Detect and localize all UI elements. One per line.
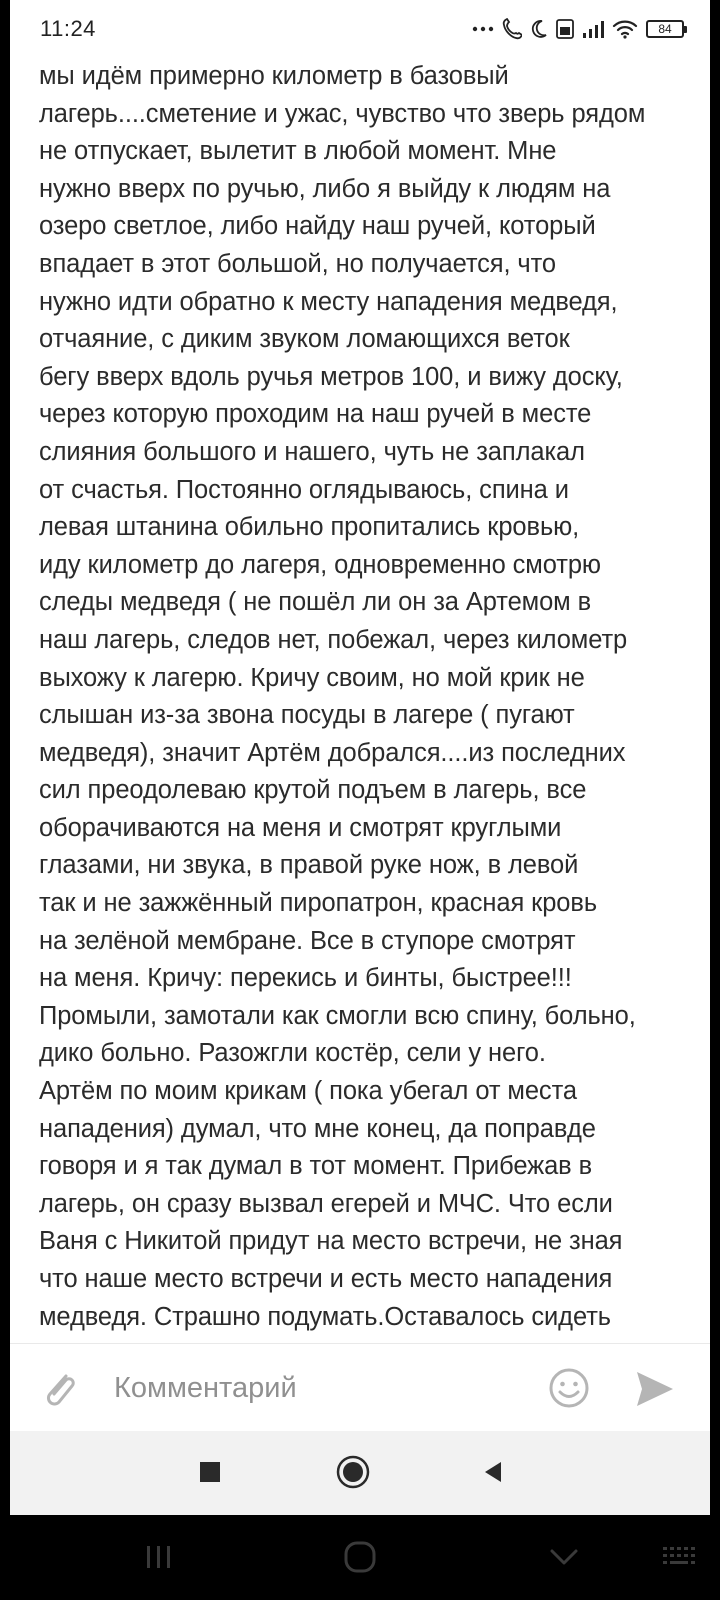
back-triangle-icon[interactable] (481, 1460, 505, 1484)
app-nav-bar (10, 1431, 710, 1515)
more-dots-icon (472, 25, 494, 33)
send-button[interactable] (633, 1368, 675, 1410)
signal-icon (582, 20, 604, 38)
app-screen (10, 0, 710, 1515)
wifi-icon (612, 19, 638, 39)
comment-bar (10, 1343, 710, 1432)
home-icon[interactable] (343, 1540, 377, 1574)
home-circle-icon[interactable] (336, 1455, 370, 1489)
sim-icon (556, 19, 574, 39)
keyboard-icon[interactable] (662, 1545, 696, 1569)
square-icon[interactable] (198, 1460, 222, 1484)
recents-icon[interactable] (144, 1542, 174, 1572)
call-icon (502, 18, 522, 40)
system-nav-bar (0, 1515, 720, 1600)
status-bar (10, 0, 710, 60)
smile-icon[interactable] (547, 1366, 591, 1410)
chevron-down-icon[interactable] (549, 1547, 579, 1567)
status-icons (472, 14, 684, 44)
status-time: 11:24 (40, 16, 96, 41)
moon-icon (530, 19, 548, 39)
post-body (39, 58, 689, 1348)
battery-icon: 84 (646, 20, 684, 38)
post-text: мы идём примерно километр в базовый лагерь....сметение и ужас, чувство что зверь рядом не отпускает, вылетит в любой момент. Мне нужно вверх по ручью, либо я выйду к людям на озеро светлое, либо найду наш ручей, который впадает в этот большой, но получается, что нужно идти обратно к месту нападения медведя, отчаяние, с диким звуком ломающихся веток бегу вверх вдоль ручья метров 100, и вижу доску, через которую проходим на наш ручей в месте слияния большого и нашего, чуть не заплакал от счастья. Постоянно оглядываюсь, спина и левая штанина обильно пропитались кровью, иду километр до лагеря, одновременно смотрю следы медведя ( не пошёл ли он за Артемом в наш лагерь, следов нет, побежал, через километр выхожу к лагерю. Кричу своим, но мой крик не слышан из-за звона посуды в лагере ( пугают медведя), значит Артём добрался....из последних сил преодолеваю крутой подъем в лагерь, все оборачиваются на меня и смотрят круглыми глазами, ни звука, в правой руке нож, в левой так и не зажжённый пиропатрон, красная кровь на зелёной мембране. Все в ступоре смотрят на меня. Кричу: перекись и бинты, быстрее!!! Промыли, замотали как смогли всю спину, больно, дико больно. Разожгли костёр, сели у него. Артём по моим крикам ( пока убегал от места нападения) думал, что мне конец, да поправде говоря и я так думал в тот момент. Прибежав в лагерь, он сразу вызвал егерей и МЧС. Что если Ваня с Никитой придут на место встречи, не зная что наше место встречи и есть место нападения медведя. Страшно подумать.Оставалось сидеть (39, 62, 646, 1331)
comment-input[interactable] (114, 1366, 534, 1410)
paperclip-icon[interactable] (38, 1366, 82, 1410)
